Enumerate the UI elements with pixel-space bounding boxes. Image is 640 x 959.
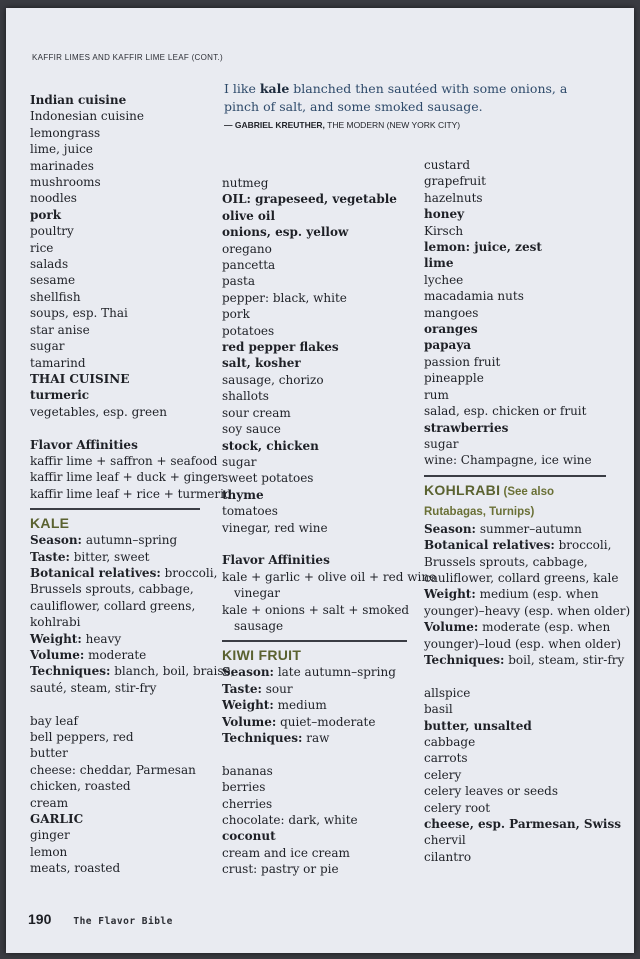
property-label: Volume: (30, 647, 85, 662)
list-item: lemon: juice, zest (424, 240, 542, 255)
list-item: bell peppers, red (30, 730, 134, 744)
property-label: Taste: (222, 681, 262, 696)
property-label: Season: (30, 533, 82, 548)
property-line (424, 603, 631, 619)
list-item: shellfish (30, 289, 81, 304)
property-value: Brussels sprouts, cabbage, (424, 554, 588, 569)
list-item: custard (424, 158, 471, 172)
list-item: Indian cuisine (30, 93, 127, 107)
list-item: pancetta (222, 258, 276, 273)
list-item: pork (222, 307, 250, 322)
affinity-item: kaffir lime + saffron + seafood (30, 453, 218, 468)
section-divider (30, 508, 200, 510)
property-value: medium (esp. when (475, 587, 599, 602)
list-item: thyme (222, 487, 264, 502)
list-item: tamarind (30, 355, 86, 370)
list-item: GARLIC (30, 812, 84, 827)
list-item: vegetables, esp. green (30, 404, 167, 419)
list-item: cilantro (424, 849, 472, 864)
list-item: salt, kosher (222, 356, 301, 371)
kohlrabi-see-also-line2 (424, 501, 624, 521)
list-item: hazelnuts (424, 190, 483, 205)
list-item: potatoes (222, 323, 275, 338)
book-page (6, 8, 634, 953)
list-item: stock, chicken (222, 438, 319, 453)
property-value: blanch, boil, braise, (110, 664, 235, 679)
property-line (222, 697, 412, 713)
list-item: celery (424, 767, 462, 782)
property-line (30, 581, 215, 597)
quote-attribution (224, 116, 604, 134)
list-item: cherries (222, 796, 273, 811)
section-divider (424, 475, 606, 477)
kale-properties (30, 532, 235, 696)
property-value: heavy (81, 631, 122, 646)
list-item: grapefruit (424, 174, 486, 189)
list-item: berries (222, 780, 266, 795)
list-item: pineapple (424, 371, 484, 386)
attrib-dash: — (224, 120, 235, 130)
property-label: Weight: (30, 631, 82, 646)
list-item: oranges (424, 322, 478, 337)
list-item: sugar (30, 339, 65, 354)
property-line (30, 532, 215, 548)
property-value: younger)–heavy (esp. when older) (424, 603, 631, 618)
list-item: vinegar, red wine (222, 520, 328, 535)
property-value: broccoli, (554, 538, 612, 553)
quote-text-bold: kale (259, 81, 290, 96)
list-item: soy sauce (222, 422, 281, 437)
page-number: 190 (28, 911, 52, 927)
book-title: The Flavor Bible (73, 916, 173, 927)
list-item: turmeric (30, 388, 90, 403)
property-value: boil, steam, stir-fry (504, 652, 625, 667)
kale-ingredient-list-cont (222, 175, 412, 536)
list-item: lime, juice (30, 142, 93, 157)
list-item: chicken, roasted (30, 779, 131, 794)
property-value: autumn–spring (82, 533, 178, 548)
kohlrabi-ingredient-list (424, 685, 624, 865)
property-value: moderate (84, 647, 147, 662)
property-line (30, 663, 235, 679)
list-item: soups, esp. Thai (30, 306, 128, 321)
list-item: sesame (30, 273, 76, 288)
list-item: THAI CUISINE (30, 371, 130, 386)
list-item: honey (424, 207, 465, 222)
column-1 (30, 92, 235, 877)
property-line (30, 631, 215, 647)
list-item: strawberries (424, 420, 509, 435)
quote-text-post: blanched then sautéed with some onions, a pinch of salt, and some smoked sausage. (224, 81, 568, 114)
list-item: celery root (424, 800, 491, 815)
list-item: meats, roasted (30, 861, 121, 876)
list-item: salads (30, 257, 69, 272)
list-item: butter (30, 746, 68, 761)
property-line (424, 554, 624, 570)
kohlrabi-see-also: (See also (500, 485, 554, 498)
attrib-rest: THE MODERN (NEW YORK CITY) (324, 120, 461, 130)
property-line (424, 570, 624, 586)
kiwi-properties (222, 664, 412, 746)
list-item: passion fruit (424, 354, 501, 369)
property-line (424, 521, 624, 537)
list-item: rum (424, 387, 449, 402)
property-label: Weight: (222, 698, 274, 713)
property-value: raw (302, 730, 330, 745)
list-item: marinades (30, 158, 94, 173)
kale-flavor-affinities-list (222, 569, 437, 635)
affinity-item: kaffir lime leaf + rice + turmeric (30, 486, 231, 501)
list-item: Kirsch (424, 223, 464, 238)
list-item: cream and ice cream (222, 845, 350, 860)
list-item: cheese: cheddar, Parmesan (30, 762, 196, 777)
kohlrabi-see-also-targets: Rutabagas, Turnips) (424, 505, 535, 518)
property-line (222, 730, 412, 746)
kohlrabi-heading-text: KOHLRABI (424, 481, 501, 498)
list-item: cream (30, 795, 69, 810)
affinity-item: kale + garlic + olive oil + red wine (222, 569, 437, 584)
list-item: wine: Champagne, ice wine (424, 453, 592, 468)
list-item: carrots (424, 751, 468, 766)
lime-ingredient-list (30, 92, 215, 420)
column-3 (424, 157, 631, 865)
property-label: Taste: (30, 549, 70, 564)
property-label: Weight: (424, 587, 476, 602)
property-value: younger)–loud (esp. when older) (424, 636, 622, 651)
property-line (424, 619, 624, 635)
property-line (424, 636, 624, 652)
list-item: chocolate: dark, white (222, 813, 358, 827)
property-value: late autumn–spring (274, 665, 396, 680)
kiwi-ingredient-list-cont (424, 157, 624, 469)
property-value: cauliflower, collard greens, kale (424, 570, 619, 585)
list-item: papaya (424, 338, 472, 353)
property-line (222, 714, 412, 730)
list-item: macadamia nuts (424, 289, 524, 304)
list-item: cabbage (424, 734, 476, 749)
list-item: poultry (30, 224, 74, 239)
list-item: OIL: grapeseed, vegetable (222, 192, 397, 207)
list-item: bananas (222, 763, 273, 778)
kiwi-fruit-heading: KIWI FRUIT (222, 647, 302, 664)
list-item: sugar (424, 436, 459, 451)
list-item: cheese, esp. Parmesan, Swiss (424, 817, 621, 832)
property-label: Botanical relatives: (30, 565, 161, 580)
affinity-item: vinegar (234, 586, 281, 601)
property-line (424, 652, 624, 668)
running-head: KAFFIR LIMES AND KAFFIR LIME LEAF (CONT.) (32, 53, 223, 62)
property-value: sauté, steam, stir-fry (30, 680, 157, 695)
list-item: lychee (424, 272, 464, 287)
property-value: broccoli, (160, 565, 218, 580)
affinity-item: sausage (234, 618, 284, 633)
flavor-affinities-list (30, 453, 231, 502)
list-item: onions, esp. yellow (222, 225, 349, 240)
list-item: crust: pastry or pie (222, 862, 339, 877)
property-line (30, 647, 215, 663)
property-line (30, 614, 215, 630)
list-item: butter, unsalted (424, 718, 532, 733)
property-value: summer–autumn (476, 521, 582, 536)
affinity-item: kaffir lime leaf + duck + ginger (30, 470, 224, 485)
property-label: Season: (424, 521, 476, 536)
list-item: pork (30, 207, 62, 222)
list-item: coconut (222, 829, 276, 844)
property-value: moderate (esp. when (478, 620, 611, 635)
list-item: bay leaf (30, 713, 78, 728)
pull-quote (224, 80, 604, 134)
list-item: oregano (222, 241, 272, 256)
list-item: star anise (30, 322, 90, 337)
property-value: kohlrabi (30, 615, 81, 630)
property-label: Season: (222, 665, 274, 680)
property-line (30, 549, 215, 565)
property-line (424, 586, 624, 602)
list-item: lemongrass (30, 125, 101, 140)
kale-heading: KALE (30, 515, 70, 532)
list-item: sour cream (222, 405, 291, 420)
property-value: quiet–moderate (276, 714, 376, 729)
affinity-item: kale + onions + salt + smoked (222, 602, 410, 617)
list-item: sweet potatoes (222, 471, 314, 486)
list-item: red pepper flakes (222, 340, 339, 355)
list-item: sugar (222, 454, 257, 469)
list-item: ginger (30, 828, 70, 843)
list-item: basil (424, 702, 453, 717)
list-item: shallots (222, 389, 269, 404)
attrib-name: GABRIEL KREUTHER, (234, 120, 325, 130)
list-item: noodles (30, 191, 77, 206)
property-line (424, 537, 624, 553)
list-item: mangoes (424, 305, 479, 320)
list-item: lemon (30, 844, 68, 859)
list-item: rice (30, 240, 54, 255)
property-label: Volume: (222, 714, 277, 729)
property-label: Techniques: (222, 730, 303, 745)
section-divider (222, 640, 407, 642)
list-item: nutmeg (222, 176, 269, 190)
property-line (30, 680, 215, 696)
property-value: cauliflower, collard greens, (30, 598, 196, 613)
list-item: salad, esp. chicken or fruit (424, 404, 587, 419)
list-item: olive oil (222, 208, 276, 223)
kale-ingredient-list (30, 713, 215, 877)
kale-flavor-affinities-title: Flavor Affinities (222, 553, 330, 568)
list-item: pasta (222, 274, 255, 289)
property-line (222, 664, 412, 680)
flavor-affinities-title: Flavor Affinities (30, 437, 138, 452)
list-item: pepper: black, white (222, 290, 347, 305)
list-item: allspice (424, 685, 471, 700)
property-value: sour (261, 681, 293, 696)
list-item: sausage, chorizo (222, 372, 324, 387)
list-item: celery leaves or seeds (424, 784, 559, 799)
page-footer (28, 911, 173, 929)
property-label: Botanical relatives: (424, 538, 555, 553)
kiwi-ingredient-list (222, 763, 412, 878)
property-label: Volume: (424, 620, 479, 635)
property-value: medium (273, 698, 327, 713)
list-item: mushrooms (30, 175, 101, 190)
property-line (222, 681, 412, 697)
property-value: bitter, sweet (69, 549, 150, 564)
kohlrabi-properties (424, 521, 631, 669)
quote-text-pre: I like (224, 81, 260, 96)
list-item: Indonesian cuisine (30, 109, 145, 124)
list-item: chervil (424, 833, 466, 848)
property-label: Techniques: (424, 652, 505, 667)
property-value: Brussels sprouts, cabbage, (30, 582, 194, 597)
list-item: tomatoes (222, 504, 278, 519)
property-line (30, 565, 218, 581)
property-line (30, 598, 215, 614)
list-item: lime (424, 256, 454, 271)
property-label: Techniques: (30, 664, 111, 679)
kohlrabi-heading (424, 481, 624, 501)
